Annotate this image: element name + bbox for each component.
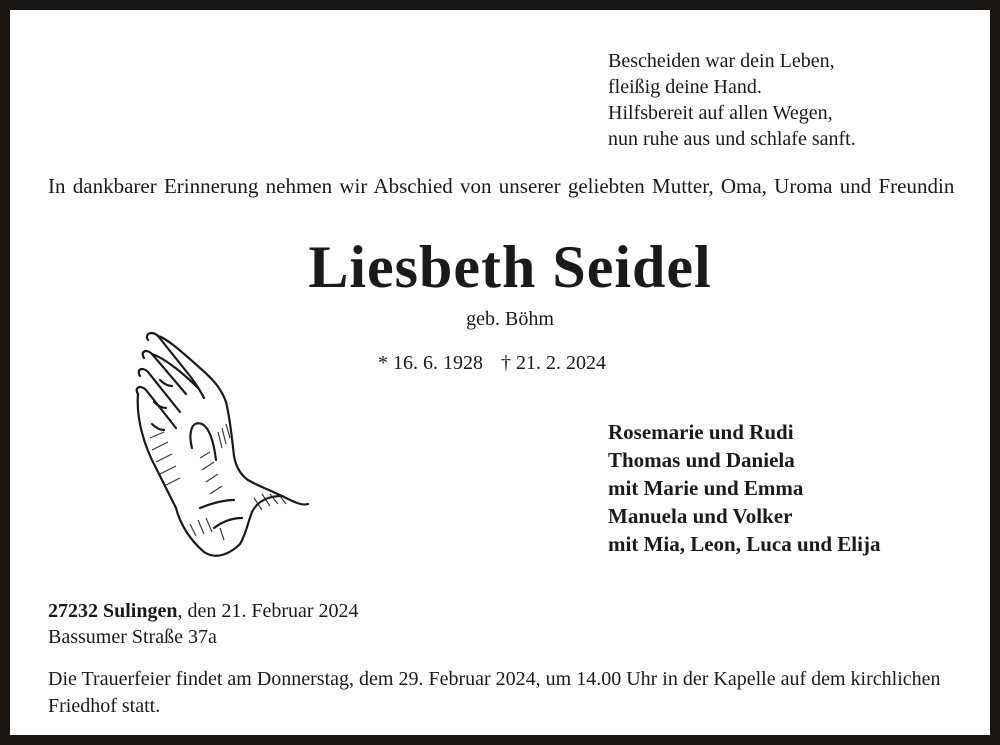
deceased-name: Liesbeth Seidel <box>308 234 712 300</box>
street: Bassumer Straße 37a <box>48 626 217 648</box>
death-date: † 21. 2. 2024 <box>501 352 606 374</box>
ceremony-info: Die Trauerfeier findet am Donnerstag, dem 29. Februar 2024, um 14.00 Uhr in der Kapelle auf dem kirchlichen Friedhof statt. <box>48 668 941 717</box>
birth-date: * 16. 6. 1928 <box>378 352 483 374</box>
poem-line: nun ruhe aus und schlafe sanft. <box>608 128 856 150</box>
city-date-line <box>48 598 359 624</box>
family-line: mit Mia, Leon, Luca und Elija <box>608 532 881 556</box>
city: 27232 Sulingen <box>48 600 178 622</box>
intro-text: In dankbarer Erinnerung nehmen wir Abschied von unserer geliebten Mutter, Oma, Uroma und Freundin <box>48 174 955 198</box>
family-line: Rosemarie und Rudi <box>608 420 794 444</box>
poem <box>608 48 856 152</box>
family-line: mit Marie und Emma <box>608 476 804 500</box>
family-line: Thomas und Daniela <box>608 448 795 472</box>
birth-name-text: geb. Böhm <box>466 308 554 330</box>
address-block <box>48 598 359 650</box>
family-list <box>608 418 880 558</box>
poem-line: fleißig deine Hand. <box>608 76 762 98</box>
date: , den 21. Februar 2024 <box>177 600 359 622</box>
praying-hands-icon <box>130 328 312 560</box>
poem-line: Hilfsbereit auf allen Wegen, <box>608 102 833 124</box>
poem-line: Bescheiden war dein Leben, <box>608 50 835 72</box>
family-line: Manuela und Volker <box>608 504 793 528</box>
life-dates <box>378 352 606 375</box>
